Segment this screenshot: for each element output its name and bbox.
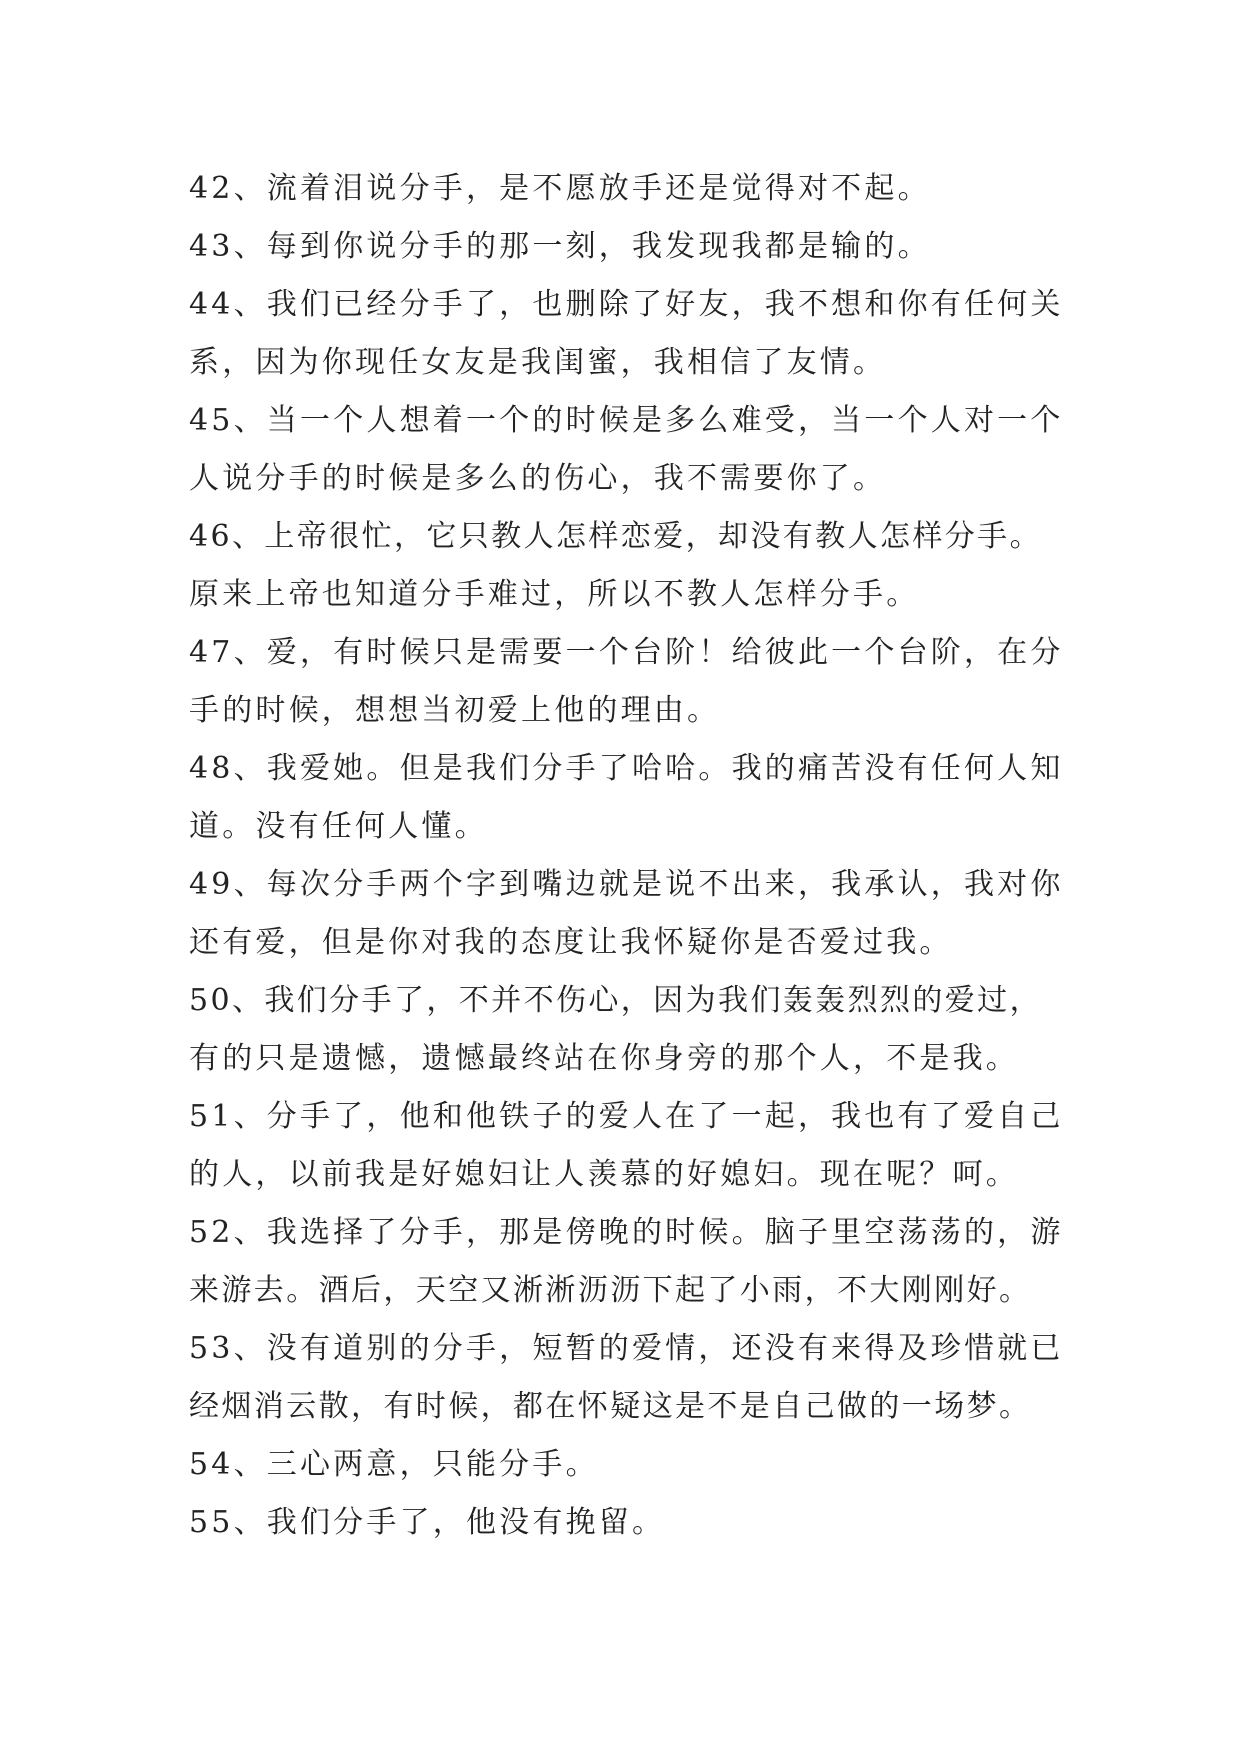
text-line: 48、我爱她。但是我们分手了哈哈。我的痛苦没有任何人知 <box>189 751 1064 786</box>
text-line: 43、每到你说分手的那一刻，我发现我都是输的。 <box>189 229 931 264</box>
text-line: 人说分手的时候是多么的伤心，我不需要你了。 <box>189 461 887 496</box>
document-body <box>189 160 1069 1552</box>
text-line: 道。没有任何人懂。 <box>189 809 488 844</box>
text-line: 原来上帝也知道分手难过，所以不教人怎样分手。 <box>189 577 920 612</box>
text-line: 手的时候，想想当初爱上他的理由。 <box>189 693 721 728</box>
text-line: 45、当一个人想着一个的时候是多么难受，当一个人对一个 <box>189 403 1064 438</box>
text-line: 49、每次分手两个字到嘴边就是说不出来，我承认，我对你 <box>189 867 1064 902</box>
text-line: 52、我选择了分手，那是傍晚的时候。脑子里空荡荡的，游 <box>189 1215 1064 1250</box>
text-line: 系，因为你现任女友是我闺蜜，我相信了友情。 <box>189 345 887 380</box>
text-line: 来游去。酒后，天空又淅淅沥沥下起了小雨，不大刚刚好。 <box>189 1273 1032 1308</box>
text-line: 46、上帝很忙，它只教人怎样恋爱，却没有教人怎样分手。 <box>189 519 1042 554</box>
text-line: 还有爱，但是你对我的态度让我怀疑你是否爱过我。 <box>189 925 953 960</box>
text-line: 47、爱，有时候只是需要一个台阶！给彼此一个台阶，在分 <box>189 635 1064 670</box>
text-line: 42、流着泪说分手，是不愿放手还是觉得对不起。 <box>189 171 931 206</box>
text-line: 55、我们分手了，他没有挽留。 <box>189 1505 666 1540</box>
text-line: 51、分手了，他和他铁子的爱人在了一起，我也有了爱自己 <box>189 1099 1064 1134</box>
text-line: 的人，以前我是好媳妇让人羡慕的好媳妇。现在呢？呵。 <box>189 1157 1019 1192</box>
text-line: 有的只是遗憾，遗憾最终站在你身旁的那个人，不是我。 <box>189 1041 1019 1076</box>
text-line: 经烟消云散，有时候，都在怀疑这是不是自己做的一场梦。 <box>189 1389 1032 1424</box>
text-line: 50、我们分手了，不并不伤心，因为我们轰轰烈烈的爱过， <box>189 983 1042 1018</box>
text-line: 54、三心两意，只能分手。 <box>189 1447 599 1482</box>
text-line: 53、没有道别的分手，短暂的爱情，还没有来得及珍惜就已 <box>189 1331 1064 1366</box>
text-line: 44、我们已经分手了，也删除了好友，我不想和你有任何关 <box>189 287 1064 322</box>
